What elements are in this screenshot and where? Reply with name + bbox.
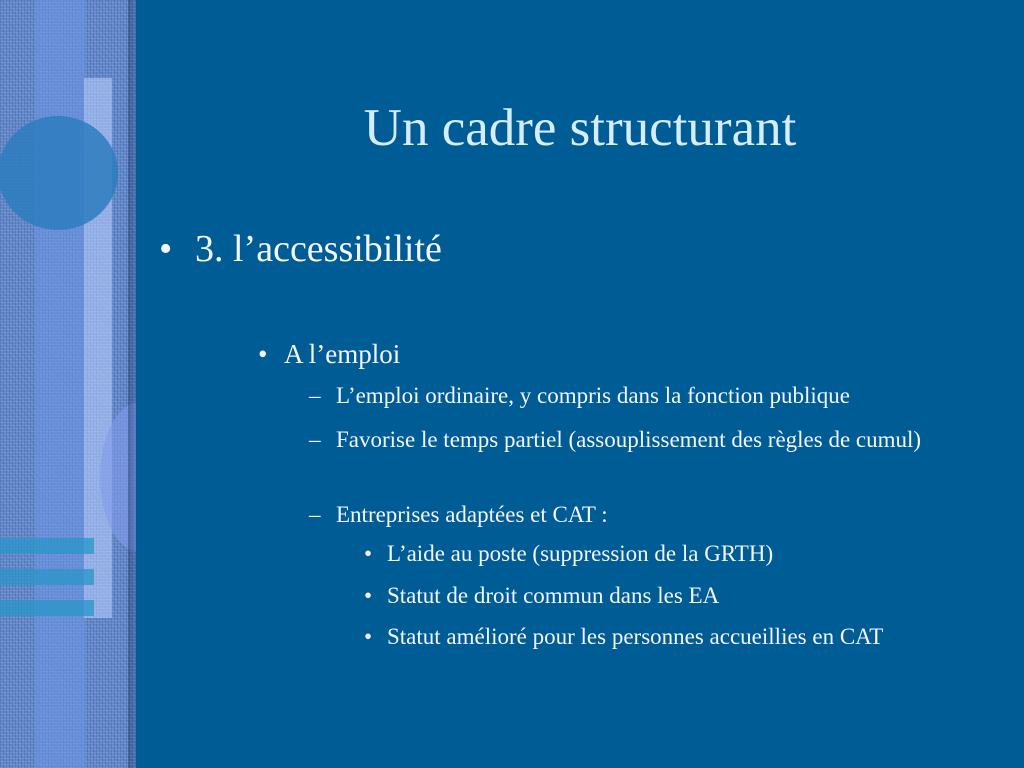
decorative-sidebar: [0, 0, 136, 768]
bullet-text: 3. l’accessibilité: [195, 228, 442, 270]
bullet-icon: •: [364, 624, 373, 649]
dash-text: Entreprises adaptées et CAT :: [336, 502, 608, 527]
sub-bullet-item: [364, 620, 884, 654]
dash-item: [309, 499, 996, 531]
bullet-level1: [159, 226, 442, 272]
bullet-icon: •: [258, 339, 268, 369]
dash-icon: –: [309, 383, 321, 408]
sidebar-bar-shape: [0, 600, 94, 616]
dash-item: [309, 424, 996, 456]
sub-bullet-item: [364, 537, 774, 571]
sub-bullet-item: [364, 579, 720, 613]
dash-text: Favorise le temps partiel (assouplissement des règles de cumul): [336, 427, 922, 452]
bullet-icon: •: [159, 228, 173, 270]
sub-bullet-text: Statut amélioré pour les personnes accueillies en CAT: [387, 624, 884, 649]
bullet-icon: •: [364, 541, 373, 566]
slide-title: Un cadre structurant: [363, 99, 797, 157]
dash-icon: –: [309, 427, 321, 452]
sidebar-shadow: [128, 0, 136, 768]
bullet-icon: •: [364, 583, 373, 608]
dash-item: [309, 380, 996, 412]
sidebar-bar-shape: [0, 569, 94, 585]
sub-bullet-text: Statut de droit commun dans les EA: [387, 583, 720, 608]
sidebar-circle-shape: [0, 116, 118, 230]
bullet-text: A l’emploi: [284, 339, 401, 369]
bullet-level2: [258, 338, 401, 370]
sub-bullet-text: L’aide au poste (suppression de la GRTH): [387, 541, 774, 566]
dash-icon: –: [309, 502, 321, 527]
sidebar-bar-shape: [0, 538, 94, 554]
dash-text: L’emploi ordinaire, y compris dans la fonction publique: [336, 383, 850, 408]
